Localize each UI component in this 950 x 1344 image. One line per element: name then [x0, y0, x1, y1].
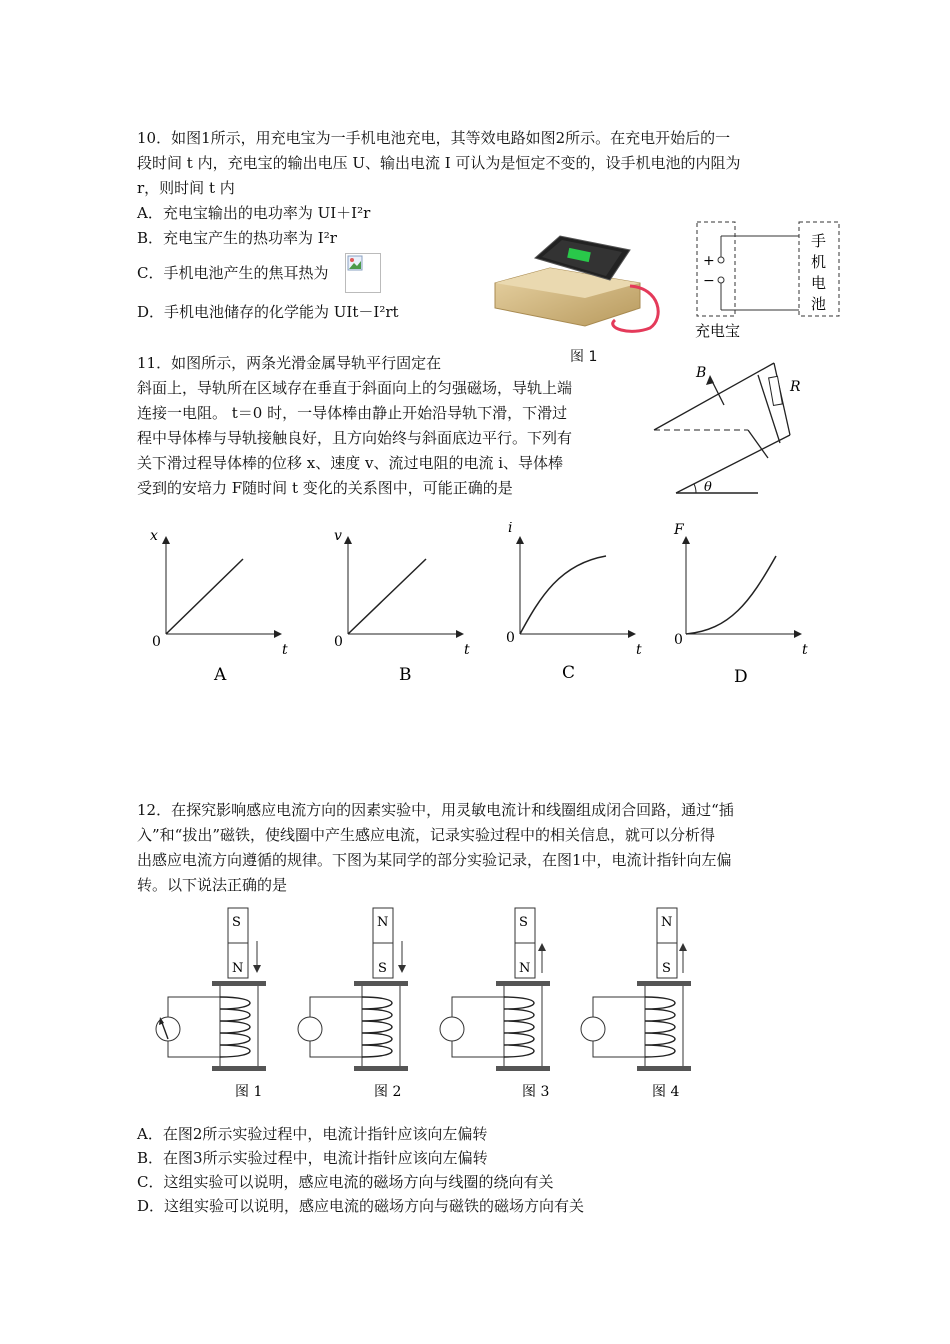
phone-label-3: 电	[811, 274, 827, 292]
graph-b-letter: B	[399, 665, 412, 685]
q10-option-b: B．充电宝产生的热功率为 I²r	[137, 229, 337, 247]
figure-1	[156, 908, 266, 1071]
minus-terminal: −	[703, 273, 715, 289]
graph-c	[506, 522, 642, 683]
q12-line-3: 出感应电流方向遵循的规律。下图为某同学的部分实验记录，在图1中，电流计指针向左偏	[137, 851, 732, 869]
galvanometer-4	[581, 1017, 605, 1041]
figure-1-caption: 图 1	[235, 1084, 263, 1100]
graph-d	[673, 522, 808, 687]
incline-rails-diagram	[648, 355, 806, 500]
graph-a-origin: 0	[152, 634, 161, 650]
coil-4	[645, 997, 675, 1057]
graph-a-ylabel: x	[150, 528, 158, 544]
graph-d-xlabel: t	[802, 642, 808, 658]
magnet-2-top: N	[377, 915, 389, 930]
q11-graphs	[130, 522, 830, 692]
graph-b-ylabel: v	[334, 528, 342, 544]
magnet-3-top: S	[519, 915, 528, 930]
resistor-r-label: R	[790, 379, 801, 395]
graph-c-ylabel: i	[508, 522, 513, 536]
graph-b-origin: 0	[334, 634, 343, 650]
q10-option-c: C．手机电池产生的焦耳热为	[137, 264, 329, 282]
graph-a-letter: A	[214, 665, 227, 685]
galvanometer-3	[440, 1017, 464, 1041]
plus-terminal: +	[703, 253, 715, 269]
q10-option-a: A．充电宝输出的电功率为 UI＋I²r	[137, 204, 371, 222]
angle-theta-label: θ	[704, 480, 712, 495]
q12-line-2: 入”和“拔出”磁铁，使线圈中产生感应电流，记录实验过程中的相关信息，就可以分析得	[137, 826, 716, 844]
graph-c-xlabel: t	[636, 642, 642, 658]
magnet-1-bottom: N	[232, 961, 244, 976]
q12-option-b: B．在图3所示实验过程中，电流计指针应该向左偏转	[137, 1149, 488, 1167]
q10-figure-caption: 图 1	[570, 349, 598, 365]
graph-d-letter: D	[734, 667, 748, 687]
q12-option-c: C．这组实验可以说明，感应电流的磁场方向与线圈的绕向有关	[137, 1173, 554, 1191]
galvanometer-2	[298, 1017, 322, 1041]
graph-a	[150, 528, 288, 685]
coil-3	[504, 997, 534, 1057]
graph-d-origin: 0	[674, 632, 683, 648]
q11-line-4: 程中导体棒与导轨接触良好，且方向始终与斜面底边平行。下列有	[137, 429, 573, 447]
magnet-4-top: N	[661, 915, 673, 930]
q10-line-3: r，则时间 t 内	[137, 179, 235, 197]
q12-option-d: D．这组实验可以说明，感应电流的磁场方向与磁铁的磁场方向有关	[137, 1197, 585, 1215]
graph-b-xlabel: t	[464, 642, 470, 658]
magnet-2-bottom: S	[378, 961, 387, 976]
graph-b-curve	[348, 559, 426, 634]
figure-2-caption: 图 2	[374, 1084, 402, 1100]
powerbank-label: 充电宝	[695, 322, 741, 340]
q12-experiment-figures	[140, 905, 700, 1105]
magnet-1-top: S	[232, 915, 241, 930]
q11-line-1: 11．如图所示，两条光滑金属导轨平行固定在	[137, 354, 442, 372]
q10-line-2: 段时间 t 内，充电宝的输出电压 U、输出电流 I 可认为是恒定不变的，设手机电池的内阻为	[137, 154, 741, 172]
graph-b	[334, 528, 470, 685]
figure-4	[581, 908, 691, 1071]
q12-option-a: A．在图2所示实验过程中，电流计指针应该向左偏转	[137, 1125, 488, 1143]
phone-label-1: 手	[811, 232, 827, 250]
graph-c-letter: C	[562, 663, 576, 683]
q12-line-1: 12．在探究影响感应电流方向的因素实验中，用灵敏电流计和线圈组成闭合回路，通过“插	[137, 801, 734, 819]
broken-formula-image	[345, 253, 381, 293]
figure-3-caption: 图 3	[522, 1084, 550, 1100]
phone-label-2: 机	[811, 253, 827, 271]
q10-line-1: 10．如图1所示，用充电宝为一手机电池充电，其等效电路如图2所示。在充电开始后的一	[137, 129, 731, 147]
graph-c-origin: 0	[506, 630, 515, 646]
figure-2	[298, 908, 408, 1071]
magnet-4-bottom: S	[662, 961, 671, 976]
powerbank-phone-photo	[490, 228, 675, 340]
graph-a-xlabel: t	[282, 642, 288, 658]
coil-1	[220, 997, 250, 1057]
graph-d-ylabel: F	[674, 522, 684, 538]
q10-option-d: D．手机电池储存的化学能为 UIt－I²rt	[137, 303, 399, 321]
graph-c-curve	[520, 556, 606, 634]
q12-line-4: 转。以下说法正确的是	[137, 876, 288, 894]
graph-a-curve	[166, 559, 243, 634]
q11-line-3: 连接一电阻。 t＝0 时，一导体棒由静止开始沿导轨下滑，下滑过	[137, 404, 568, 422]
graph-d-curve	[686, 556, 776, 634]
phone-label-4: 池	[811, 295, 827, 313]
equivalent-circuit-diagram	[693, 218, 845, 343]
q11-line-2: 斜面上，导轨所在区域存在垂直于斜面向上的匀强磁场，导轨上端	[137, 379, 573, 397]
coil-2	[362, 997, 392, 1057]
q11-line-6: 受到的安培力 F随时间 t 变化的关系图中，可能正确的是	[137, 479, 513, 497]
figure-4-caption: 图 4	[652, 1084, 680, 1100]
broken-image-icon	[347, 255, 363, 271]
magnet-3-bottom: N	[519, 961, 531, 976]
figure-3	[440, 908, 550, 1071]
q11-line-5: 关下滑过程导体棒的位移 x、速度 v、流过电阻的电流 i、导体棒	[137, 454, 564, 472]
field-b-label: B	[696, 365, 707, 381]
